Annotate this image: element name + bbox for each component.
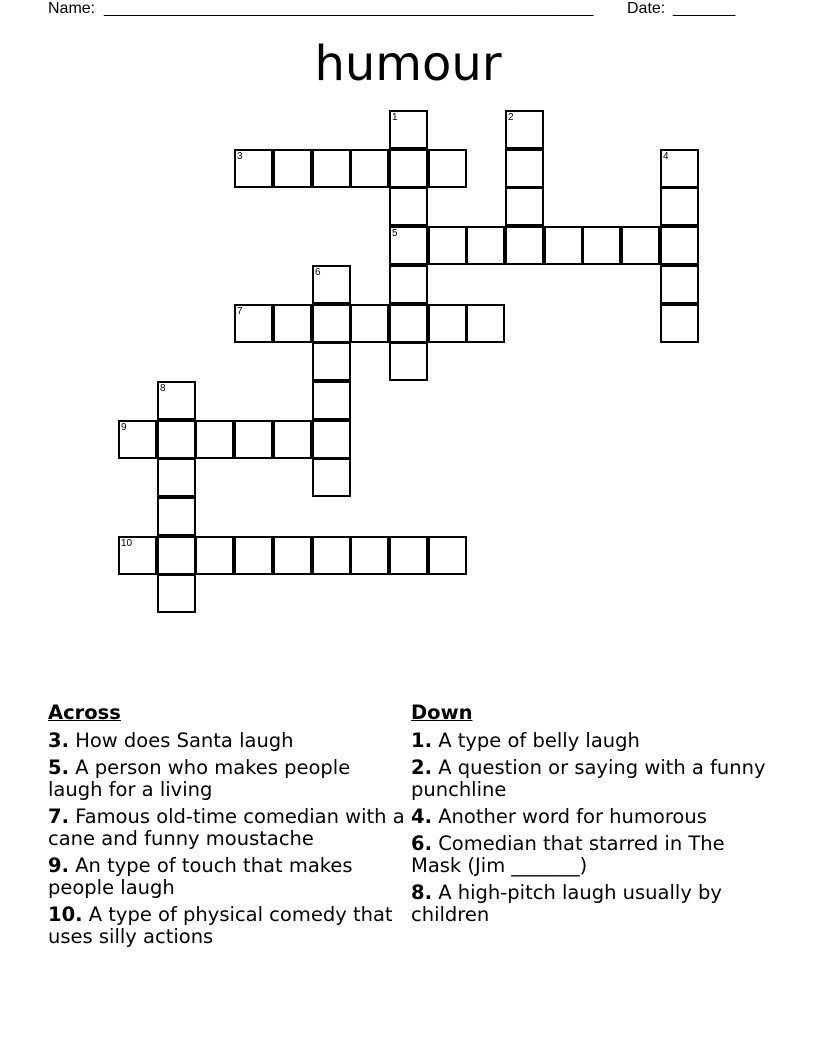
grid-cell[interactable] [660, 265, 699, 304]
grid-cell[interactable] [312, 342, 351, 381]
grid-cell[interactable] [660, 149, 699, 188]
grid-cell[interactable] [505, 226, 544, 265]
grid-cell[interactable] [505, 187, 544, 226]
clue-num: 3. [48, 729, 69, 752]
clue-text: A question or saying with a funny punchline [411, 756, 766, 801]
clue-text: A person who makes people laugh for a living [48, 756, 351, 801]
clue-number: 10 [121, 538, 133, 549]
clue-number: 8 [160, 383, 166, 394]
grid-cell[interactable] [621, 226, 660, 265]
down-clue [411, 757, 771, 801]
clue-text: Another word for humorous [438, 805, 707, 828]
across-clue [48, 855, 408, 899]
down-clue [411, 882, 771, 926]
across-clue [48, 730, 408, 752]
clue-number: 7 [237, 306, 243, 317]
grid-cell[interactable] [505, 149, 544, 188]
clue-text: A type of physical comedy that uses silly actions [48, 903, 393, 948]
grid-cell[interactable] [312, 458, 351, 497]
clue-number: 5 [392, 228, 398, 239]
down-clue [411, 833, 771, 877]
grid-cell[interactable] [157, 458, 196, 497]
clue-number: 6 [315, 267, 321, 278]
grid-cell[interactable] [273, 304, 312, 343]
grid-cell[interactable] [273, 536, 312, 575]
grid-cell[interactable] [312, 304, 351, 343]
clue-number: 9 [121, 422, 127, 433]
clue-num: 1. [411, 729, 432, 752]
grid-cell[interactable] [157, 420, 196, 459]
grid-cell[interactable] [389, 265, 428, 304]
grid-cell[interactable] [157, 497, 196, 536]
grid-cell[interactable] [389, 187, 428, 226]
grid-cell[interactable] [428, 536, 467, 575]
grid-cell[interactable] [157, 381, 196, 420]
clue-number: 1 [392, 112, 398, 123]
clue-text: An type of touch that makes people laugh [48, 854, 353, 899]
grid-cell[interactable] [234, 420, 273, 459]
grid-cell[interactable] [157, 536, 196, 575]
grid-cell[interactable] [389, 149, 428, 188]
across-clue [48, 806, 408, 850]
grid-cell[interactable] [660, 304, 699, 343]
grid-cell[interactable] [234, 536, 273, 575]
across-clue [48, 757, 408, 801]
clue-number: 2 [508, 112, 514, 123]
across-clues [48, 700, 408, 953]
name-field-line: _______________________________________________________ [104, 0, 594, 17]
clue-num: 5. [48, 756, 69, 779]
grid-cell[interactable] [389, 536, 428, 575]
clue-text: Comedian that starred in The Mask (Jim _______) [411, 832, 725, 877]
grid-cell[interactable] [660, 226, 699, 265]
grid-cell[interactable] [660, 187, 699, 226]
grid-cell[interactable] [312, 265, 351, 304]
grid-cell[interactable] [273, 420, 312, 459]
clue-num: 7. [48, 805, 69, 828]
grid-cell[interactable] [234, 304, 273, 343]
grid-cell[interactable] [157, 574, 196, 613]
grid-cell[interactable] [312, 149, 351, 188]
grid-cell[interactable] [350, 149, 389, 188]
grid-cell[interactable] [466, 226, 505, 265]
grid-cell[interactable] [389, 342, 428, 381]
puzzle-title: humour [314, 36, 502, 92]
clue-num: 10. [48, 903, 83, 926]
grid-cell[interactable] [312, 381, 351, 420]
across-clue [48, 904, 408, 948]
clue-num: 8. [411, 881, 432, 904]
grid-cell[interactable] [582, 226, 621, 265]
clue-number: 3 [237, 151, 243, 162]
grid-cell[interactable] [389, 110, 428, 149]
grid-cell[interactable] [428, 304, 467, 343]
down-clues [411, 700, 771, 931]
grid-cell[interactable] [466, 304, 505, 343]
clue-num: 6. [411, 832, 432, 855]
down-heading: Down [411, 701, 473, 724]
grid-cell[interactable] [428, 149, 467, 188]
clue-text: How does Santa laugh [75, 729, 294, 752]
grid-cell[interactable] [350, 304, 389, 343]
name-label: Name: [48, 0, 96, 17]
grid-cell[interactable] [273, 149, 312, 188]
grid-cell[interactable] [389, 226, 428, 265]
grid-cell[interactable] [118, 536, 157, 575]
grid-cell[interactable] [195, 420, 234, 459]
clue-number: 4 [663, 151, 669, 162]
grid-cell[interactable] [234, 149, 273, 188]
down-clue [411, 730, 771, 752]
date-field-line: _______ [673, 0, 736, 17]
grid-cell[interactable] [544, 226, 583, 265]
across-heading: Across [48, 701, 121, 724]
clue-num: 4. [411, 805, 432, 828]
grid-cell[interactable] [428, 226, 467, 265]
clue-text: A type of belly laugh [438, 729, 640, 752]
grid-cell[interactable] [312, 536, 351, 575]
date-label: Date: [627, 0, 666, 17]
grid-cell[interactable] [195, 536, 234, 575]
grid-cell[interactable] [312, 420, 351, 459]
grid-cell[interactable] [350, 536, 389, 575]
down-clue [411, 806, 771, 828]
grid-cell[interactable] [118, 420, 157, 459]
clue-num: 9. [48, 854, 69, 877]
clue-num: 2. [411, 756, 432, 779]
grid-cell[interactable] [389, 304, 428, 343]
grid-cell[interactable] [505, 110, 544, 149]
clue-text: Famous old-time comedian with a cane and funny moustache [48, 805, 405, 850]
clue-text: A high-pitch laugh usually by children [411, 881, 722, 926]
